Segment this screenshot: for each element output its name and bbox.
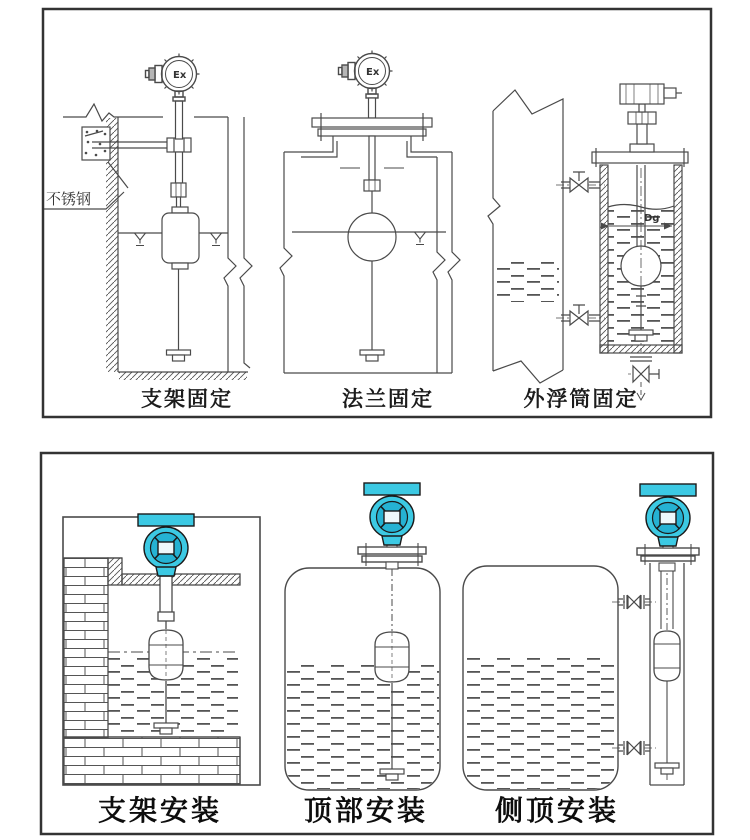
panel-fixing-methods: [43, 9, 711, 417]
label-bracket-installation: 支架安装: [97, 794, 223, 827]
ex-marking: Ex: [173, 70, 187, 81]
ex-marking: Ex: [366, 67, 380, 78]
label-side-top-installation: 侧顶安装: [494, 794, 620, 827]
stainless-steel-annotation: 不锈钢: [46, 190, 92, 208]
panel-installation-methods: [41, 453, 713, 834]
label-flange-fixing: 法兰固定: [342, 387, 434, 411]
pipe-diameter-label: Dg: [644, 213, 660, 224]
label-external-chamber-fixing: 外浮筒固定: [523, 387, 639, 411]
label-top-installation: 顶部安装: [303, 794, 429, 827]
label-bracket-fixing: 支架固定: [141, 387, 233, 411]
